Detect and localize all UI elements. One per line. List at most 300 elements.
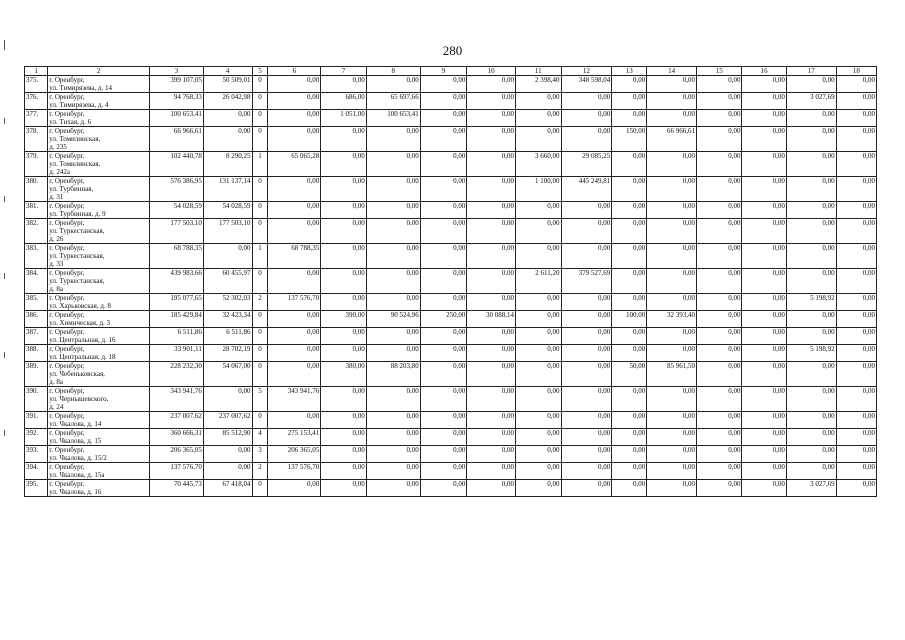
table-row [25, 219, 877, 244]
address-cell [48, 219, 150, 244]
address-line: ул. Тихая, д. 6 [49, 118, 92, 126]
amount-cell: 0,00 [467, 412, 516, 429]
amount-cell: 32 393,40 [647, 311, 697, 328]
amount-cell: 0,00 [612, 110, 647, 127]
amount-cell: 0,00 [612, 387, 647, 412]
amount-cell: 0,00 [268, 328, 321, 345]
address-line: г. Оренбург, [49, 311, 85, 319]
amount-cell: 0,00 [467, 127, 516, 152]
amount-cell: 0,00 [742, 345, 786, 362]
row-number-cell: 375. [25, 76, 48, 93]
amount-cell: 0,00 [647, 152, 697, 177]
amount-cell: 0,00 [696, 429, 742, 446]
scan-margin-mark [4, 118, 5, 124]
amount-cell: 177 503,10 [149, 219, 203, 244]
amount-cell: 0,00 [420, 76, 467, 93]
amount-cell: 0,00 [321, 219, 367, 244]
address-line: ул. Центральная, д. 16 [49, 336, 116, 344]
amount-cell: 390,00 [321, 311, 367, 328]
address-line: г. Оренбург, [49, 429, 85, 437]
amount-cell: 0,00 [696, 480, 742, 497]
amount-cell: 0,00 [366, 177, 420, 202]
count-cell: 1 [252, 244, 268, 269]
address-line: г. Оренбург, [49, 269, 85, 277]
amount-cell: 228 232,30 [149, 362, 203, 387]
column-header: 2 [48, 67, 150, 76]
address-line: г. Оренбург, [49, 177, 85, 185]
column-header: 4 [203, 67, 252, 76]
address-line: ул. Чебеньковская, [49, 370, 105, 378]
amount-cell: 0,00 [366, 152, 420, 177]
amount-cell: 150,00 [612, 127, 647, 152]
amount-cell: 0,00 [561, 412, 612, 429]
amount-cell: 26 042,98 [203, 93, 252, 110]
amount-cell: 0,00 [647, 110, 697, 127]
amount-cell: 0,00 [612, 412, 647, 429]
count-cell: 1 [252, 152, 268, 177]
column-header: 16 [742, 67, 786, 76]
count-cell: 0 [252, 345, 268, 362]
amount-cell: 0,00 [742, 429, 786, 446]
address-line: д. 8а [49, 378, 63, 386]
amount-cell: 0,00 [467, 328, 516, 345]
amount-cell: 343 941,76 [268, 387, 321, 412]
data-table [24, 66, 877, 497]
address-line: ул. Чкалова, д. 14 [49, 420, 102, 428]
address-cell [48, 110, 150, 127]
amount-cell: 0,00 [516, 480, 562, 497]
amount-cell: 0,00 [836, 345, 876, 362]
column-header: 7 [321, 67, 367, 76]
amount-cell: 0,00 [742, 480, 786, 497]
amount-cell: 0,00 [742, 127, 786, 152]
amount-cell: 185 429,84 [149, 311, 203, 328]
amount-cell: 0,00 [366, 412, 420, 429]
address-cell [48, 127, 150, 152]
row-number-cell: 391. [25, 412, 48, 429]
amount-cell: 0,00 [836, 76, 876, 93]
amount-cell: 0,00 [268, 202, 321, 219]
amount-cell: 50 509,01 [203, 76, 252, 93]
amount-cell: 0,00 [836, 127, 876, 152]
amount-cell: 0,00 [467, 362, 516, 387]
amount-cell: 0,00 [467, 110, 516, 127]
address-cell [48, 152, 150, 177]
amount-cell: 206 365,05 [149, 446, 203, 463]
amount-cell: 237 007,62 [203, 412, 252, 429]
amount-cell: 0,00 [786, 412, 836, 429]
amount-cell: 379 527,69 [561, 269, 612, 294]
column-header: 8 [366, 67, 420, 76]
amount-cell: 0,00 [647, 328, 697, 345]
amount-cell: 0,00 [268, 311, 321, 328]
amount-cell: 0,00 [366, 269, 420, 294]
amount-cell: 0,00 [321, 446, 367, 463]
amount-cell: 0,00 [268, 110, 321, 127]
amount-cell: 0,00 [203, 463, 252, 480]
amount-cell: 0,00 [420, 463, 467, 480]
amount-cell: 0,00 [742, 269, 786, 294]
table-row [25, 110, 877, 127]
row-number-cell: 386. [25, 311, 48, 328]
amount-cell: 0,00 [836, 463, 876, 480]
amount-cell: 0,00 [420, 362, 467, 387]
amount-cell: 0,00 [696, 387, 742, 412]
count-cell: 0 [252, 202, 268, 219]
address-line: ул. Чкалова, д. 16 [49, 488, 102, 496]
amount-cell: 88 203,80 [366, 362, 420, 387]
amount-cell: 0,00 [647, 294, 697, 311]
amount-cell: 0,00 [647, 76, 697, 93]
amount-cell: 0,00 [696, 219, 742, 244]
amount-cell: 0,00 [742, 446, 786, 463]
address-line: г. Оренбург, [49, 345, 85, 353]
amount-cell: 0,00 [420, 412, 467, 429]
amount-cell: 0,00 [516, 412, 562, 429]
amount-cell: 0,00 [612, 328, 647, 345]
address-line: г. Оренбург, [49, 152, 85, 160]
amount-cell: 0,00 [742, 294, 786, 311]
amount-cell: 0,00 [647, 177, 697, 202]
amount-cell: 0,00 [647, 202, 697, 219]
amount-cell: 0,00 [742, 412, 786, 429]
amount-cell: 0,00 [836, 93, 876, 110]
row-number-cell: 394. [25, 463, 48, 480]
column-header: 15 [696, 67, 742, 76]
amount-cell: 0,00 [321, 480, 367, 497]
amount-cell: 237 007,62 [149, 412, 203, 429]
header-row [25, 67, 877, 76]
amount-cell: 0,00 [836, 362, 876, 387]
count-cell: 0 [252, 412, 268, 429]
address-cell [48, 269, 150, 294]
table-row [25, 294, 877, 311]
amount-cell: 0,00 [647, 387, 697, 412]
amount-cell: 0,00 [786, 127, 836, 152]
amount-cell: 380,00 [321, 362, 367, 387]
amount-cell: 28 702,19 [203, 345, 252, 362]
amount-cell: 0,00 [696, 76, 742, 93]
amount-cell: 0,00 [742, 110, 786, 127]
amount-cell: 0,00 [836, 480, 876, 497]
amount-cell: 65 697,66 [366, 93, 420, 110]
amount-cell: 0,00 [612, 93, 647, 110]
amount-cell: 0,00 [321, 328, 367, 345]
scan-margin-mark [4, 273, 5, 279]
amount-cell: 195 077,65 [149, 294, 203, 311]
address-line: д. 24 [49, 403, 64, 411]
amount-cell: 0,00 [647, 219, 697, 244]
amount-cell: 0,00 [366, 345, 420, 362]
amount-cell: 0,00 [420, 446, 467, 463]
amount-cell: 0,00 [467, 177, 516, 202]
amount-cell: 0,00 [696, 202, 742, 219]
amount-cell: 0,00 [516, 311, 562, 328]
amount-cell: 0,00 [321, 345, 367, 362]
amount-cell: 0,00 [268, 219, 321, 244]
row-number-cell: 388. [25, 345, 48, 362]
amount-cell: 0,00 [836, 429, 876, 446]
amount-cell: 0,00 [612, 446, 647, 463]
amount-cell: 0,00 [516, 345, 562, 362]
amount-cell: 0,00 [786, 269, 836, 294]
amount-cell: 30 088,14 [467, 311, 516, 328]
address-line: ул. Томилинская, [49, 160, 101, 168]
amount-cell: 0,00 [321, 429, 367, 446]
address-line: г. Оренбург, [49, 480, 85, 488]
amount-cell: 0,00 [696, 362, 742, 387]
address-line: ул. Туркестанская, [49, 227, 105, 235]
amount-cell: 0,00 [467, 463, 516, 480]
amount-cell: 0,00 [786, 311, 836, 328]
amount-cell: 0,00 [516, 244, 562, 269]
amount-cell: 0,00 [786, 110, 836, 127]
amount-cell: 0,00 [561, 219, 612, 244]
amount-cell: 32 423,34 [203, 311, 252, 328]
amount-cell: 70 445,73 [149, 480, 203, 497]
amount-cell: 0,00 [786, 76, 836, 93]
amount-cell: 0,00 [516, 202, 562, 219]
amount-cell: 0,00 [516, 127, 562, 152]
address-cell [48, 463, 150, 480]
amount-cell: 275 153,41 [268, 429, 321, 446]
address-line: ул. Томилинская, [49, 135, 101, 143]
amount-cell: 0,00 [467, 387, 516, 412]
amount-cell: 0,00 [420, 127, 467, 152]
amount-cell: 0,00 [321, 412, 367, 429]
count-cell: 0 [252, 480, 268, 497]
amount-cell: 360 666,31 [149, 429, 203, 446]
amount-cell: 68 788,35 [149, 244, 203, 269]
address-line: г. Оренбург, [49, 244, 85, 252]
row-number-cell: 381. [25, 202, 48, 219]
amount-cell: 0,00 [696, 177, 742, 202]
amount-cell: 0,00 [366, 244, 420, 269]
address-line: д. 8а [49, 285, 63, 293]
address-cell [48, 76, 150, 93]
amount-cell: 3 027,69 [786, 480, 836, 497]
amount-cell: 6 511,86 [149, 328, 203, 345]
amount-cell: 0,00 [467, 345, 516, 362]
amount-cell: 0,00 [742, 152, 786, 177]
amount-cell: 0,00 [786, 446, 836, 463]
amount-cell: 0,00 [786, 328, 836, 345]
amount-cell: 0,00 [647, 244, 697, 269]
address-line: г. Оренбург, [49, 294, 85, 302]
amount-cell: 0,00 [321, 387, 367, 412]
amount-cell: 0,00 [516, 387, 562, 412]
address-line: г. Оренбург, [49, 362, 85, 370]
amount-cell: 0,00 [366, 219, 420, 244]
amount-cell: 0,00 [516, 446, 562, 463]
address-line: ул. Харьковская, д. 8 [49, 302, 111, 310]
amount-cell: 0,00 [420, 345, 467, 362]
amount-cell: 0,00 [742, 387, 786, 412]
address-cell [48, 387, 150, 412]
amount-cell: 0,00 [321, 244, 367, 269]
amount-cell: 0,00 [836, 152, 876, 177]
address-line: д. 242а [49, 168, 70, 176]
amount-cell: 0,00 [268, 480, 321, 497]
amount-cell: 0,00 [366, 294, 420, 311]
amount-cell: 0,00 [836, 311, 876, 328]
amount-cell: 66 966,61 [647, 127, 697, 152]
amount-cell: 0,00 [647, 269, 697, 294]
amount-cell: 0,00 [467, 93, 516, 110]
amount-cell: 0,00 [742, 219, 786, 244]
amount-cell: 8 290,25 [203, 152, 252, 177]
amount-cell: 686,00 [321, 93, 367, 110]
address-line: д. 235 [49, 143, 67, 151]
row-number-cell: 390. [25, 387, 48, 412]
amount-cell: 52 302,03 [203, 294, 252, 311]
amount-cell: 0,00 [836, 244, 876, 269]
count-cell: 3 [252, 446, 268, 463]
address-line: ул. Турбинная, [49, 185, 94, 193]
table-row [25, 345, 877, 362]
column-header: 12 [561, 67, 612, 76]
amount-cell: 0,00 [561, 362, 612, 387]
amount-cell: 0,00 [561, 463, 612, 480]
amount-cell: 0,00 [742, 362, 786, 387]
column-header: 11 [516, 67, 562, 76]
amount-cell: 0,00 [561, 429, 612, 446]
table-row [25, 202, 877, 219]
address-line: ул. Тимирязева, д. 14 [49, 84, 112, 92]
amount-cell: 0,00 [696, 412, 742, 429]
amount-cell: 0,00 [420, 429, 467, 446]
count-cell: 0 [252, 269, 268, 294]
amount-cell: 0,00 [742, 202, 786, 219]
amount-cell: 0,00 [742, 244, 786, 269]
row-number-cell: 380. [25, 177, 48, 202]
amount-cell: 0,00 [268, 362, 321, 387]
address-line: г. Оренбург, [49, 328, 85, 336]
count-cell: 2 [252, 463, 268, 480]
amount-cell: 0,00 [268, 93, 321, 110]
amount-cell: 50,00 [612, 362, 647, 387]
amount-cell: 0,00 [561, 110, 612, 127]
amount-cell: 0,00 [203, 127, 252, 152]
amount-cell: 0,00 [516, 362, 562, 387]
amount-cell: 0,00 [836, 219, 876, 244]
amount-cell: 0,00 [561, 387, 612, 412]
address-line: ул. Чкалова, д. 15а [49, 471, 105, 479]
table-row [25, 93, 877, 110]
amount-cell: 0,00 [612, 429, 647, 446]
amount-cell: 0,00 [742, 463, 786, 480]
amount-cell: 5 198,92 [786, 294, 836, 311]
row-number-cell: 382. [25, 219, 48, 244]
amount-cell: 0,00 [647, 463, 697, 480]
address-cell [48, 345, 150, 362]
amount-cell: 0,00 [786, 362, 836, 387]
amount-cell: 3 027,69 [786, 93, 836, 110]
amount-cell: 0,00 [561, 345, 612, 362]
address-cell [48, 294, 150, 311]
amount-cell: 0,00 [561, 480, 612, 497]
table-row [25, 269, 877, 294]
amount-cell: 137 576,70 [149, 463, 203, 480]
amount-cell: 0,00 [467, 219, 516, 244]
table-row [25, 362, 877, 387]
amount-cell: 0,00 [366, 480, 420, 497]
amount-cell: 29 085,25 [561, 152, 612, 177]
address-cell [48, 328, 150, 345]
amount-cell: 90 524,96 [366, 311, 420, 328]
address-line: д. 31 [49, 193, 64, 201]
amount-cell: 0,00 [612, 219, 647, 244]
table-row [25, 127, 877, 152]
address-line: ул. Чкалова, д. 15/2 [49, 454, 107, 462]
column-header: 9 [420, 67, 467, 76]
amount-cell: 0,00 [696, 463, 742, 480]
amount-cell: 439 983,66 [149, 269, 203, 294]
amount-cell: 348 598,04 [561, 76, 612, 93]
amount-cell: 0,00 [561, 127, 612, 152]
address-cell [48, 202, 150, 219]
amount-cell: 85 961,50 [647, 362, 697, 387]
amount-cell: 0,00 [366, 127, 420, 152]
amount-cell: 0,00 [612, 202, 647, 219]
amount-cell: 0,00 [647, 446, 697, 463]
amount-cell: 2 611,20 [516, 269, 562, 294]
address-cell [48, 244, 150, 269]
amount-cell: 0,00 [366, 328, 420, 345]
amount-cell: 60 455,97 [203, 269, 252, 294]
row-number-cell: 395. [25, 480, 48, 497]
address-line: г. Оренбург, [49, 387, 85, 395]
amount-cell: 1 100,00 [516, 177, 562, 202]
amount-cell: 0,00 [612, 480, 647, 497]
count-cell: 0 [252, 76, 268, 93]
amount-cell: 0,00 [420, 387, 467, 412]
page-number: 280 [442, 43, 463, 58]
amount-cell: 85 512,90 [203, 429, 252, 446]
amount-cell: 0,00 [420, 152, 467, 177]
amount-cell: 0,00 [561, 311, 612, 328]
amount-cell: 0,00 [321, 202, 367, 219]
amount-cell: 0,00 [786, 177, 836, 202]
count-cell: 2 [252, 294, 268, 311]
amount-cell: 0,00 [467, 269, 516, 294]
amount-cell: 5 198,92 [786, 345, 836, 362]
amount-cell: 0,00 [516, 110, 562, 127]
amount-cell: 137 576,70 [268, 294, 321, 311]
amount-cell: 0,00 [321, 177, 367, 202]
amount-cell: 0,00 [836, 412, 876, 429]
amount-cell: 0,00 [836, 328, 876, 345]
amount-cell: 0,00 [467, 480, 516, 497]
amount-cell: 0,00 [561, 294, 612, 311]
amount-cell: 0,00 [561, 93, 612, 110]
amount-cell: 206 365,05 [268, 446, 321, 463]
amount-cell: 0,00 [742, 177, 786, 202]
column-header: 18 [836, 67, 876, 76]
address-line: ул. Химическая, д. 3 [49, 319, 111, 327]
address-line: г. Оренбург, [49, 446, 85, 454]
amount-cell: 0,00 [420, 294, 467, 311]
amount-cell: 100 653,41 [366, 110, 420, 127]
amount-cell: 0,00 [516, 219, 562, 244]
address-line: ул. Туркестанская, [49, 277, 105, 285]
amount-cell: 0,00 [612, 463, 647, 480]
column-header: 13 [612, 67, 647, 76]
address-line: г. Оренбург, [49, 93, 85, 101]
row-number-cell: 383. [25, 244, 48, 269]
count-cell: 0 [252, 311, 268, 328]
amount-cell: 250,00 [420, 311, 467, 328]
